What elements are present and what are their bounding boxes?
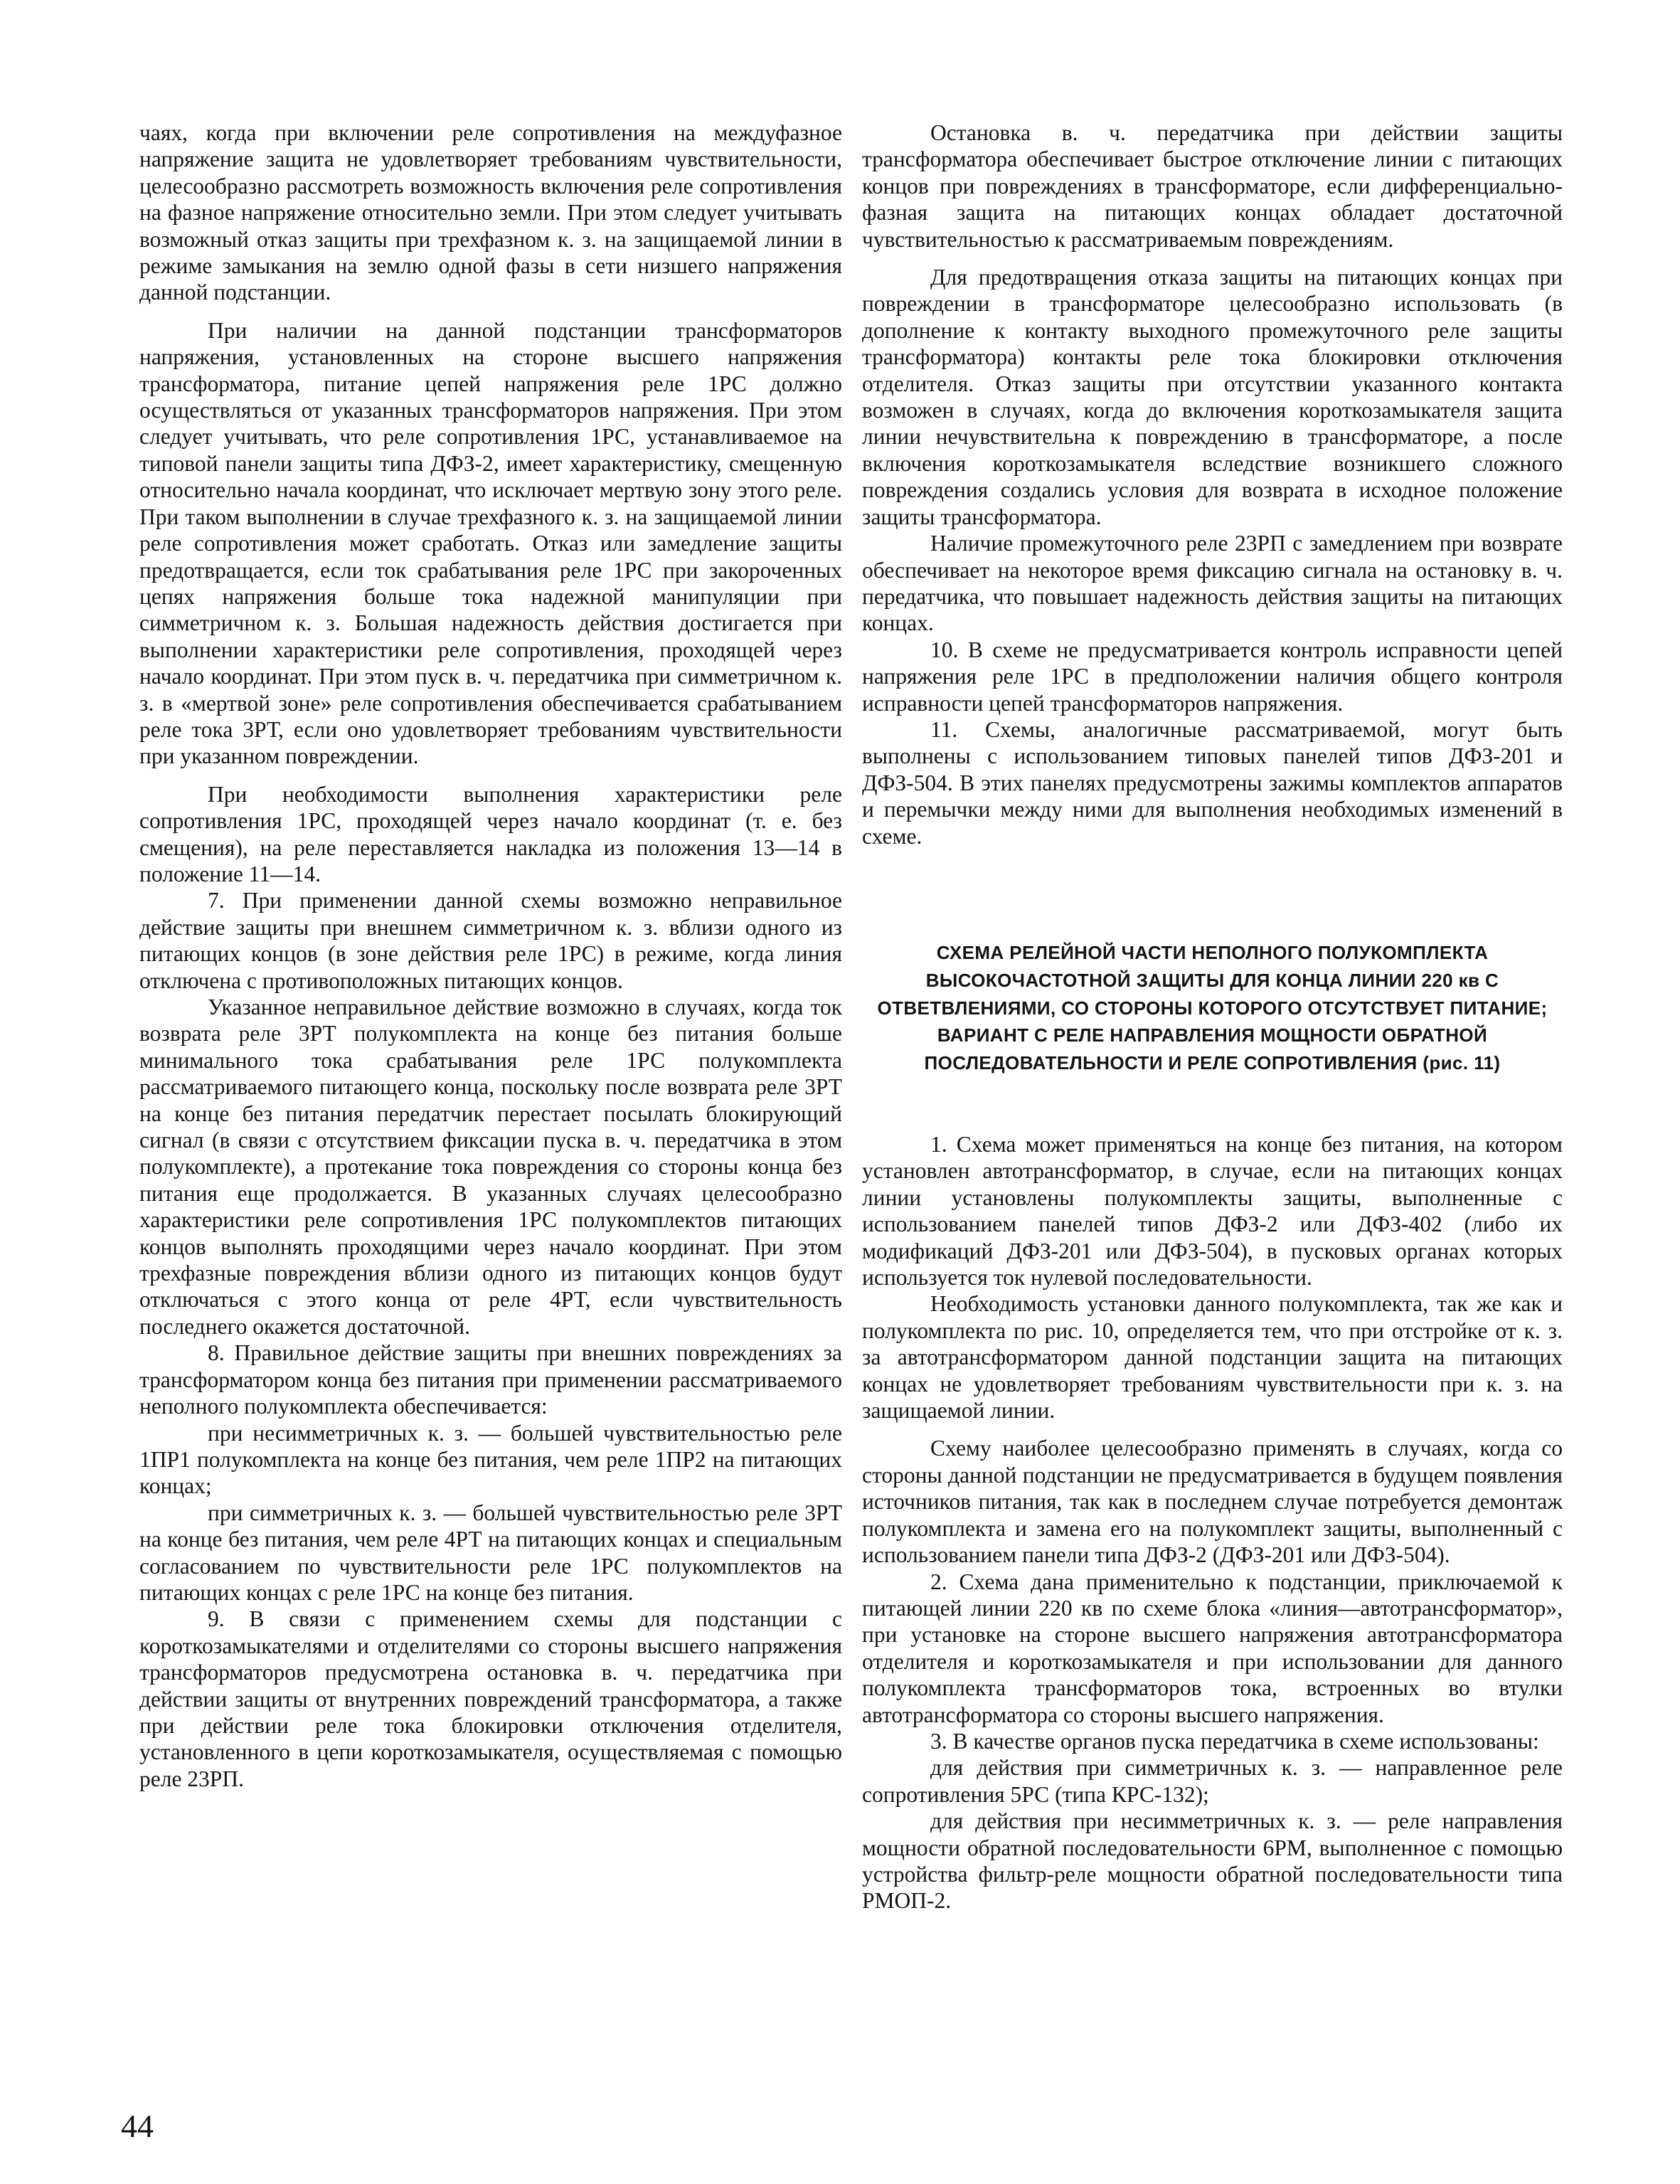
paragraph: Для предотвращения отказа защиты на питающих концах при повреждении в трансформаторе целесообразно использовать (в дополнение к контакту выходного промежуточного реле защиты трансформатора) контакты реле тока блокировки отключения отделителя. Отказ защиты при отсутствии указанного контакта возможен в случаях, когда до включения короткозамыкателя защита линии нечувствительна к повреждению в трансформаторе, а после включения короткозамыкателя вследствие возникшего сложного повреждения создались условия для возврата в исходное положение защиты трансформатора. — [862, 265, 1563, 529]
paragraph: для действия при симметричных к. з. — направленное реле сопротивления 5РС (типа КРС-132); — [862, 1755, 1563, 1807]
right-column-top — [862, 120, 1563, 849]
paragraph: при симметричных к. з. — большей чувствительностью реле 3РТ на конце без питания, чем реле 4РТ на питающих концах и специальным согласованием по чувствительности реле 1РС полукомплектов на питающих концах с реле 1РС на конце без питания. — [139, 1500, 842, 1605]
section-heading: СХЕМА РЕЛЕЙНОЙ ЧАСТИ НЕПОЛНОГО ПОЛУКОМПЛЕКТА ВЫСОКОЧАСТОТНОЙ ЗАЩИТЫ ДЛЯ КОНЦА ЛИНИИ 220 кв С ОТВЕТВЛЕНИЯМИ, СО СТОРОНЫ КОТОРОГО ОТСУТСТВУЕТ ПИТАНИЕ; ВАРИАНТ С РЕЛЕ НАПРАВЛЕНИЯ МОЩНОСТИ ОБРАТНОЙ ПОСЛЕДОВАТЕЛЬНОСТИ И РЕЛЕ СОПРОТИВЛЕНИЯ (рис. 11) — [877, 942, 1548, 1074]
paragraph: Наличие промежуточного реле 23РП с замедлением при возврате обеспечивает на некоторое время фиксацию сигнала на остановку в. ч. передатчика, что повышает надежность действия защиты на питающих концах. — [862, 531, 1563, 636]
paragraph: 9. В связи с применением схемы для подстанции с короткозамыкателями и отделителями со стороны высшего напряжения трансформаторов предусмотрена остановка в. ч. передатчика при действии защиты от внутренних повреждений трансформатора, а также при действии реле тока блокировки отключения отделителя, установленного в цепи короткозамыкателя, осуществляемая с помощью реле 23РП. — [139, 1606, 842, 1791]
paragraph: 1. Схема может применяться на конце без питания, на котором установлен автотрансформатор, в случае, если на питающих концах линии установлены полукомплекты защиты, выполненные с использованием панелей типов ДФЗ-2 или ДФЗ-402 (либо их модификаций ДФЗ-201 или ДФЗ-504), в пусковых органах которых используется ток нулевой последовательности. — [862, 1132, 1563, 1290]
paragraph: 3. В качестве органов пуска передатчика в схеме использованы: — [930, 1728, 1539, 1754]
paragraph: для действия при несимметричных к. з. — реле направления мощности обратной последовательности 6РМ, выполненное с помощью устройства фильтр-реле мощности обратной последовательности типа РМОП-2. — [862, 1808, 1563, 1914]
paragraph: 2. Схема дана применительно к подстанции, приключаемой к питающей линии 220 кв по схеме блока «линия—автотрансформатор», при установке на стороне высшего напряжения автотрансформатора отделителя и короткозамыкателя и при использовании для данного полукомплекта трансформаторов тока, встроенных во втулки автотрансформатора со стороны высшего напряжения. — [862, 1569, 1563, 1727]
left-column — [139, 120, 842, 1792]
right-column-bottom — [862, 1131, 1563, 1914]
paragraph: Остановка в. ч. передатчика при действии защиты трансформатора обеспечивает быстрое отключение линии с питающих концов при повреждениях в трансформаторе, если дифференциально-фазная защита на питающих концах обладает достаточной чувствительностью к рассматриваемым повреждениям. — [862, 120, 1563, 252]
page-number: 44 — [121, 2108, 154, 2144]
paragraph: при несимметричных к. з. — большей чувствительностью реле 1ПР1 полукомплекта на конце без питания, чем реле 1ПР2 на питающих концах; — [139, 1420, 842, 1499]
paragraph: При необходимости выполнения характеристики реле сопротивления 1РС, проходящей через начало координат (т. е. без смещения), на реле переставляется накладка из положения 13—14 в положение 11—14. — [139, 781, 842, 886]
paragraph: Необходимость установки данного полукомплекта, так же как и полукомплекта по рис. 10, определяется тем, что при отстройке от к. з. за автотрансформатором данной подстанции защита на питающих концах не удовлетворяет требованиям чувствительности при к. з. на защищаемой линии. — [862, 1291, 1563, 1424]
paragraph: Схему наиболее целесообразно применять в случаях, когда со стороны данной подстанции не предусматривается в будущем появления источников питания, так как в последнем случае потребуется демонтаж полукомплекта и замена его на полукомплект защиты, выполненный с использованием панели типа ДФЗ-2 (ДФЗ-201 или ДФЗ-504). — [862, 1436, 1563, 1568]
paragraph: Указанное неправильное действие возможно в случаях, когда ток возврата реле 3РТ полукомплекта на конце без питания больше минимального тока срабатывания реле 1РС полукомплекта рассматриваемого питающего конца, поскольку после возврата реле 3РТ на конце без питания передатчик перестает посылать блокирующий сигнал (в связи с отсутствием фиксации пуска в. ч. передатчика в этом полукомплекте), а протекание тока повреждения со стороны конца без питания еще продолжается. В указанных случаях целесообразно характеристики реле сопротивления 1РС полукомплектов питающих концов выполнять проходящими через начало координат. При этом трехфазные повреждения вблизи одного из питающих концов будут отключаться с этого конца от реле 4РТ, если чувствительность последнего окажется достаточной. — [139, 995, 842, 1339]
paragraph: 10. В схеме не предусматривается контроль исправности цепей напряжения реле 1РС в предположении наличия общего контроля исправности цепей трансформаторов напряжения. — [862, 637, 1563, 716]
paragraph: При наличии на данной подстанции трансформаторов напряжения, установленных на стороне высшего напряжения трансформатора, питание цепей напряжения реле 1РС должно осуществляться от указанных трансформаторов напряжения. При этом следует учитывать, что реле сопротивления 1РС, устанавливаемое на типовой панели защиты типа ДФЗ-2, имеет характеристику, смещенную относительно начала координат, что исключает мертвую зону этого реле. При таком выполнении в случае трехфазного к. з. на защищаемой линии реле сопротивления может сработать. Отказ или замедление защиты предотвращается, если ток срабатывания реле 1РС при закороченных цепях напряжения больше тока надежной манипуляции при симметричном к. з. Большая надежность действия достигается при выполнении характеристики реле сопротивления, проходящей через начало координат. При этом пуск в. ч. передатчика при симметричном к. з. в «мертвой зоне» реле сопротивления обеспечивается срабатыванием реле тока 3РТ, если оно удовлетворяет требованиям чувствительности при указанном повреждении. — [139, 317, 842, 769]
paragraph: чаях, когда при включении реле сопротивления на междуфазное напряжение защита не удовлетворяет требованиям чувствительности, целесообразно рассмотреть возможность включения реле сопротивления на фазное напряжение относительно земли. При этом следует учитывать возможный отказ защиты при трехфазном к. з. на защищаемой линии в режиме замыкания на землю одной фазы в сети низшего напряжения данной подстанции. — [139, 120, 842, 305]
paragraph: 11. Схемы, аналогичные рассматриваемой, могут быть выполнены с использованием типовых панелей типов ДФЗ-201 и ДФЗ-504. В этих панелях предусмотрены зажимы комплектов аппаратов и перемычки между ними для выполнения необходимых изменений в схеме. — [862, 716, 1563, 849]
paragraph: 7. При применении данной схемы возможно неправильное действие защиты при внешнем симметричном к. з. вблизи одного из питающих концов (в зоне действия реле 1РС) в режиме, когда линия отключена с противоположных питающих концов. — [139, 888, 842, 993]
paragraph: 8. Правильное действие защиты при внешних повреждениях за трансформатором конца без питания при применении рассматриваемого неполного полукомплекта обеспечивается: — [139, 1340, 842, 1419]
